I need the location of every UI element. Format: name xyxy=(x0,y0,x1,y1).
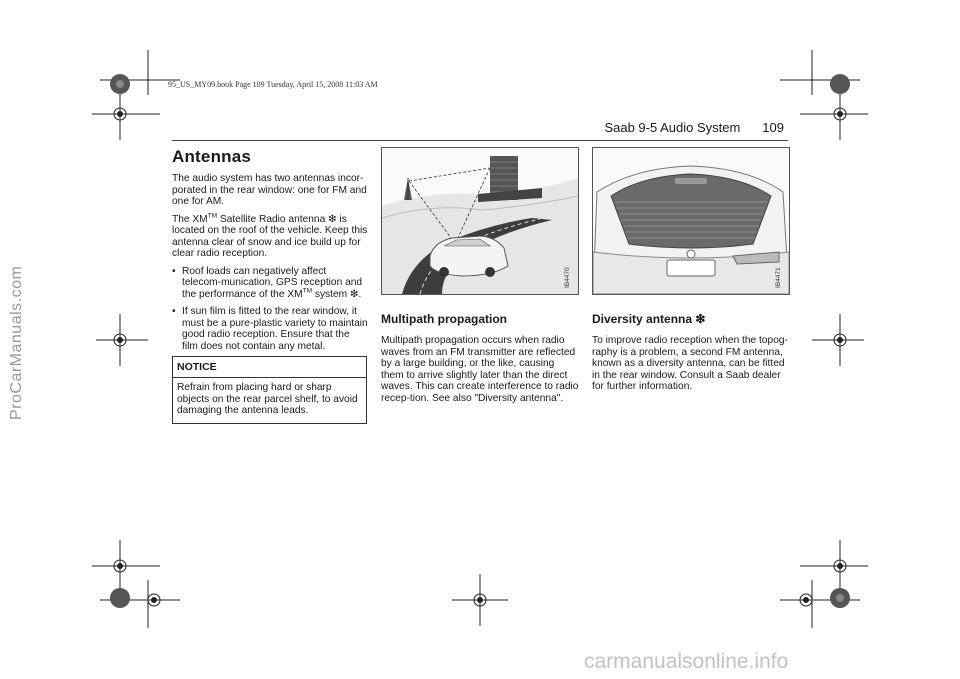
diversity-section xyxy=(592,312,790,399)
diversity-heading: Diversity antenna ❇ xyxy=(592,312,706,326)
rear-window-illustration xyxy=(592,147,790,295)
header-rule xyxy=(172,140,788,141)
running-header xyxy=(560,120,784,135)
rear-window-drawing xyxy=(593,148,789,294)
multipath-illustration xyxy=(381,147,579,295)
figure-code-2: IB4471 xyxy=(775,267,782,288)
xm-antenna-paragraph: The XM™ Satellite Radio antenna ❇ is located on the roof of the vehicle. Keep this antenna clear of snow and ice build up for clear radio reception. xyxy=(172,212,368,259)
multipath-heading: Multipath propagation xyxy=(381,312,507,326)
figure-code-1: IB4470 xyxy=(564,267,571,288)
antennas-section xyxy=(172,147,368,358)
page-number: 109 xyxy=(762,120,784,135)
antennas-heading: Antennas xyxy=(172,147,252,166)
header-title: Saab 9-5 Audio System xyxy=(604,120,741,135)
bullet-roof-loads: • Roof loads can negatively affect telecom-munication, GPS reception and the performance of the XM™ system ❇. xyxy=(172,266,368,301)
bottom-watermark: carmanualsonline.info xyxy=(584,650,789,673)
side-watermark: ProCarManuals.com xyxy=(8,265,25,420)
antennas-intro: The audio system has two antennas incor-porated in the rear window: one for FM and one for AM. xyxy=(172,173,367,207)
antenna-bullets xyxy=(172,266,368,353)
multipath-body: Multipath propagation occurs when radio waves from an FM transmitter are reflected by a large building, or the like, causing them to arrive slightly later than the direct waves. This can create interference to radio recep-tion. See also "Diversity antenna". xyxy=(381,335,579,404)
diversity-body: To improve radio reception when the topog-raphy is a problem, a second FM antenna, known as a diversity antenna, can be fitted in the rear window. Consult a Saab dealer for further information. xyxy=(592,335,788,392)
notice-title: NOTICE xyxy=(173,357,366,378)
multipath-section xyxy=(381,312,579,410)
print-info-line: 95_US_MY09.book Page 109 Tuesday, April 15, 2008 11:03 AM xyxy=(168,80,378,89)
notice-box xyxy=(172,356,367,424)
notice-body: Refrain from placing hard or sharp objects on the rear parcel shelf, to avoid damaging the antenna leads. xyxy=(177,382,358,416)
multipath-drawing xyxy=(382,148,578,294)
bullet-sun-film: • If sun film is fitted to the rear window, it must be a pure-plastic variety to maintain good radio reception. Ensure that the film does not contain any metal. xyxy=(172,306,368,352)
